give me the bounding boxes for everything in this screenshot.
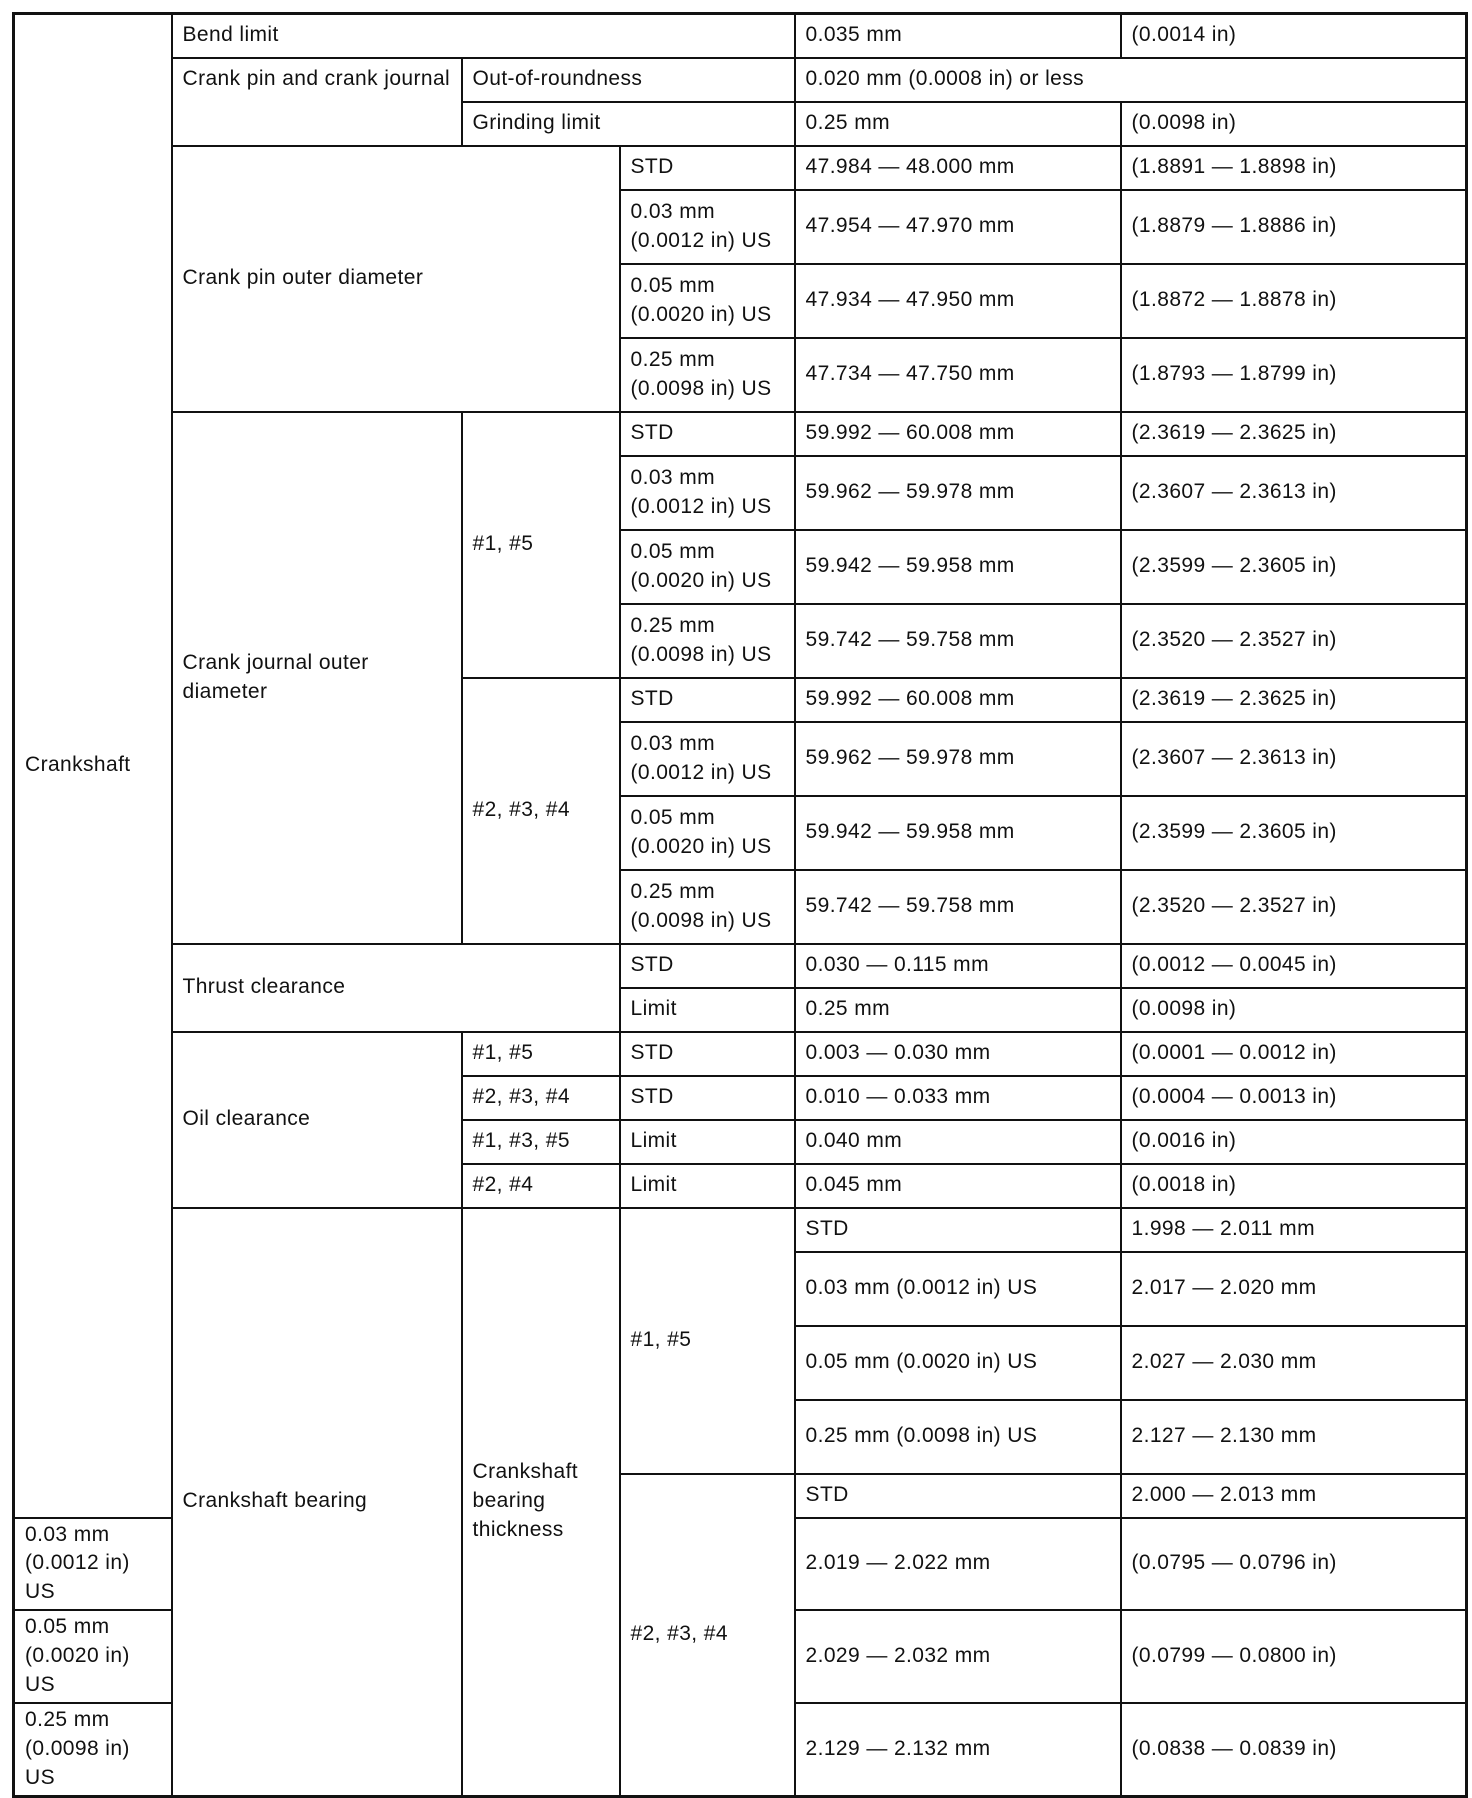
size-cell: Limit xyxy=(620,988,795,1032)
size-cell: 0.03 mm (0.0012 in) US xyxy=(14,1518,172,1611)
mm-cell: 0.003 — 0.030 mm xyxy=(795,1032,1121,1076)
oil-clearance-label: Oil clearance xyxy=(172,1032,462,1208)
section-label-crankshaft: Crankshaft xyxy=(14,14,172,1518)
table-row xyxy=(14,146,1467,190)
mm-cell: 47.934 — 47.950 mm xyxy=(795,264,1121,338)
in-cell: (0.0016 in) xyxy=(1121,1120,1467,1164)
table-row xyxy=(14,14,1467,58)
table-row xyxy=(14,944,1467,988)
size-cell: STD xyxy=(620,146,795,190)
crank-journal-label: Crank journal outer diameter xyxy=(172,412,462,944)
journal-cell: #1, #5 xyxy=(462,1032,620,1076)
in-cell: (2.3619 — 2.3625 in) xyxy=(1121,412,1467,456)
size-cell: 0.05 mm (0.0020 in) US xyxy=(620,796,795,870)
mm-cell: 59.962 — 59.978 mm xyxy=(795,456,1121,530)
size-cell: STD xyxy=(620,412,795,456)
in-cell: (1.8872 — 1.8878 in) xyxy=(1121,264,1467,338)
thrust-clearance-label: Thrust clearance xyxy=(172,944,620,1032)
journal-cell: #2, #3, #4 xyxy=(462,1076,620,1120)
journal-group-2: #2, #3, #4 xyxy=(462,678,620,944)
size-cell: 0.25 mm (0.0098 in) US xyxy=(14,1703,172,1796)
mm-cell: 2.129 — 2.132 mm xyxy=(795,1703,1121,1796)
mm-cell: 59.992 — 60.008 mm xyxy=(795,678,1121,722)
out-of-roundness-value: 0.020 mm (0.0008 in) or less xyxy=(795,58,1467,102)
mm-cell: 47.954 — 47.970 mm xyxy=(795,190,1121,264)
in-cell: (2.3520 — 2.3527 in) xyxy=(1121,604,1467,678)
in-cell: (0.0018 in) xyxy=(1121,1164,1467,1208)
size-cell: 0.03 mm (0.0012 in) US xyxy=(620,456,795,530)
mm-cell: 0.040 mm xyxy=(795,1120,1121,1164)
crank-pin-label: Crank pin outer diameter xyxy=(172,146,620,412)
in-cell: (2.3599 — 2.3605 in) xyxy=(1121,530,1467,604)
section-label-bearing: Crankshaft bearing xyxy=(172,1208,462,1797)
pin-journal-label: Crank pin and crank journal xyxy=(172,58,462,146)
size-cell: 0.03 mm (0.0012 in) US xyxy=(620,190,795,264)
bearing-group-1: #1, #5 xyxy=(620,1208,795,1474)
mm-cell: 1.998 — 2.011 mm xyxy=(1121,1208,1467,1252)
mm-cell: 47.734 — 47.750 mm xyxy=(795,338,1121,412)
in-cell: (2.3599 — 2.3605 in) xyxy=(1121,796,1467,870)
grinding-limit-label: Grinding limit xyxy=(462,102,795,146)
in-cell: (0.0795 — 0.0796 in) xyxy=(1121,1518,1467,1611)
size-cell: Limit xyxy=(620,1164,795,1208)
size-cell: 0.25 mm (0.0098 in) US xyxy=(795,1400,1121,1474)
mm-cell: 59.742 — 59.758 mm xyxy=(795,870,1121,944)
size-cell: 0.05 mm (0.0020 in) US xyxy=(14,1610,172,1703)
mm-cell: 0.010 — 0.033 mm xyxy=(795,1076,1121,1120)
in-cell: (2.3520 — 2.3527 in) xyxy=(1121,870,1467,944)
bend-limit-in: (0.0014 in) xyxy=(1121,14,1467,58)
journal-group-1: #1, #5 xyxy=(462,412,620,678)
grinding-limit-in: (0.0098 in) xyxy=(1121,102,1467,146)
mm-cell: 59.742 — 59.758 mm xyxy=(795,604,1121,678)
size-cell: 0.05 mm (0.0020 in) US xyxy=(795,1326,1121,1400)
size-cell: STD xyxy=(795,1474,1121,1518)
size-cell: STD xyxy=(620,678,795,722)
size-cell: STD xyxy=(795,1208,1121,1252)
table-row xyxy=(14,412,1467,456)
out-of-roundness-label: Out-of-roundness xyxy=(462,58,795,102)
size-cell: 0.05 mm (0.0020 in) US xyxy=(620,264,795,338)
in-cell: (0.0004 — 0.0013 in) xyxy=(1121,1076,1467,1120)
mm-cell: 2.017 — 2.020 mm xyxy=(1121,1252,1467,1326)
grinding-limit-mm: 0.25 mm xyxy=(795,102,1121,146)
in-cell: (2.3607 — 2.3613 in) xyxy=(1121,456,1467,530)
in-cell: (0.0001 — 0.0012 in) xyxy=(1121,1032,1467,1076)
mm-cell: 0.030 — 0.115 mm xyxy=(795,944,1121,988)
in-cell: (0.0012 — 0.0045 in) xyxy=(1121,944,1467,988)
table-row xyxy=(14,58,1467,102)
mm-cell: 0.25 mm xyxy=(795,988,1121,1032)
size-cell: 0.05 mm (0.0020 in) US xyxy=(620,530,795,604)
size-cell: Limit xyxy=(620,1120,795,1164)
size-cell: 0.25 mm (0.0098 in) US xyxy=(620,870,795,944)
in-cell: (1.8793 — 1.8799 in) xyxy=(1121,338,1467,412)
in-cell: (0.0098 in) xyxy=(1121,988,1467,1032)
mm-cell: 59.992 — 60.008 mm xyxy=(795,412,1121,456)
journal-cell: #2, #4 xyxy=(462,1164,620,1208)
bearing-thickness-label: Crankshaft bearing thickness xyxy=(462,1208,620,1797)
mm-cell: 2.019 — 2.022 mm xyxy=(795,1518,1121,1611)
in-cell: (2.3619 — 2.3625 in) xyxy=(1121,678,1467,722)
journal-cell: #1, #3, #5 xyxy=(462,1120,620,1164)
bend-limit-mm: 0.035 mm xyxy=(795,14,1121,58)
mm-cell: 2.027 — 2.030 mm xyxy=(1121,1326,1467,1400)
mm-cell: 59.962 — 59.978 mm xyxy=(795,722,1121,796)
in-cell: (0.0838 — 0.0839 in) xyxy=(1121,1703,1467,1796)
in-cell: (1.8879 — 1.8886 in) xyxy=(1121,190,1467,264)
in-cell: (1.8891 — 1.8898 in) xyxy=(1121,146,1467,190)
in-cell: (2.3607 — 2.3613 in) xyxy=(1121,722,1467,796)
spec-sheet xyxy=(12,12,1468,1798)
in-cell: (0.0799 — 0.0800 in) xyxy=(1121,1610,1467,1703)
size-cell: STD xyxy=(620,1076,795,1120)
crankshaft-spec-table xyxy=(12,12,1468,1798)
mm-cell: 2.029 — 2.032 mm xyxy=(795,1610,1121,1703)
mm-cell: 0.045 mm xyxy=(795,1164,1121,1208)
size-cell: 0.25 mm (0.0098 in) US xyxy=(620,604,795,678)
size-cell: 0.03 mm (0.0012 in) US xyxy=(795,1252,1121,1326)
mm-cell: 47.984 — 48.000 mm xyxy=(795,146,1121,190)
mm-cell: 59.942 — 59.958 mm xyxy=(795,796,1121,870)
bend-limit-label: Bend limit xyxy=(172,14,795,58)
bearing-group-2: #2, #3, #4 xyxy=(620,1474,795,1797)
size-cell: 0.03 mm (0.0012 in) US xyxy=(620,722,795,796)
mm-cell: 2.000 — 2.013 mm xyxy=(1121,1474,1467,1518)
size-cell: 0.25 mm (0.0098 in) US xyxy=(620,338,795,412)
size-cell: STD xyxy=(620,944,795,988)
table-row xyxy=(14,1032,1467,1076)
table-row xyxy=(14,1208,1467,1252)
size-cell: STD xyxy=(620,1032,795,1076)
mm-cell: 2.127 — 2.130 mm xyxy=(1121,1400,1467,1474)
mm-cell: 59.942 — 59.958 mm xyxy=(795,530,1121,604)
